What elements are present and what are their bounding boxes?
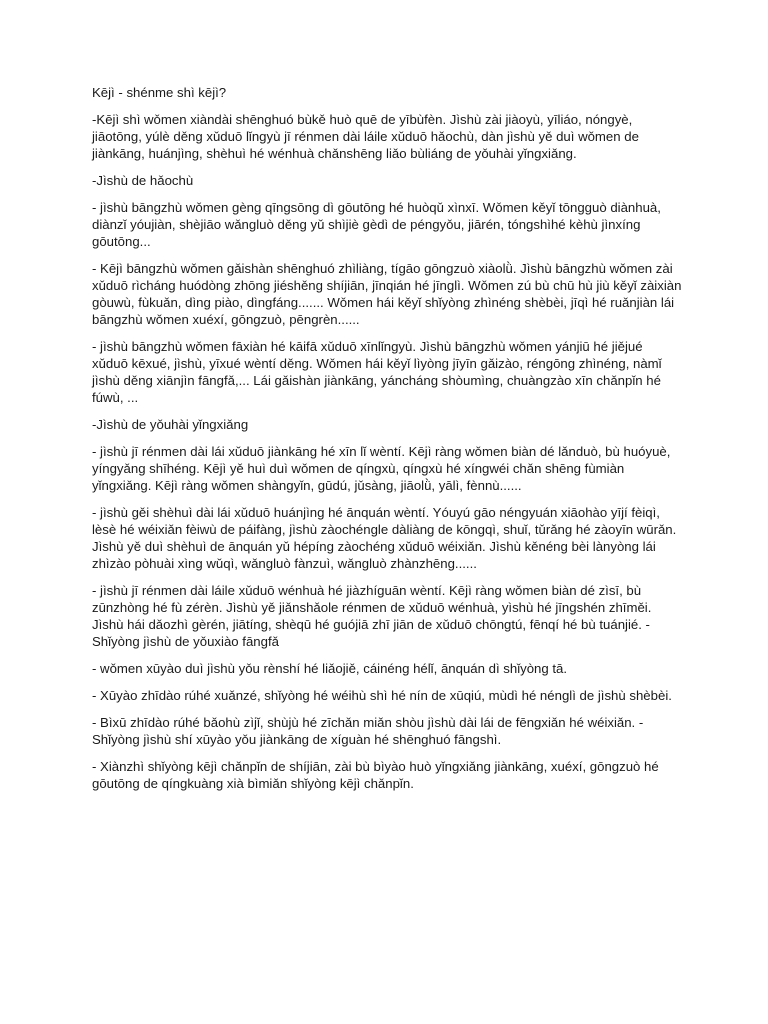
paragraph-intro: -Kējì shì wǒmen xiàndài shēnghuó bùkě huò quē de yībùfèn. Jìshù zài jiàoyù, yīliáo, nóngyè, jiāotōng, yúlè děng xǔduō lǐngyù jī rénmen dài láile xǔduō hǎochù, dàn jìshù yě duì wǒmen de jiànkāng, huánjìng, shèhuì hé wénhuà chǎnshēng liǎo bùliáng de yǒuhài yǐngxiǎng.: [92, 112, 639, 161]
paragraph-usage-limit: - Xiànzhì shǐyòng kējì chǎnpǐn de shíjiān, zài bù bìyào huò yǐngxiǎng jiànkāng, xuéxí, gōngzuò hé gōutōng de qíngkuàng xià bìmiǎn shǐyòng kējì chǎnpǐn.: [92, 759, 659, 791]
section-heading-benefits: -Jìshù de hǎochù: [92, 173, 194, 188]
paragraph-benefit-quality-of-life: - Kējì bāngzhù wǒmen gǎishàn shēnghuó zhìliàng, tígāo gōngzuò xiàolǜ. Jìshù bāngzhù wǒmen zài xǔduō rìcháng huódòng zhōng jiéshěng shíjiān, jīnqián hé jīnglì. Wǒmen zú bù chū hù jiù kěyǐ zàixiàn gòuwù, fùkuǎn, dìng piào, dìngfáng....... Wǒmen hái kěyǐ shǐyòng zhìnéng shèbèi, jīqì hé ruǎnjiàn lái bāngzhù wǒmen xuéxí, gōngzuò, pēngrèn......: [92, 261, 682, 327]
section-heading-harms: -Jìshù de yǒuhài yǐngxiǎng: [92, 417, 249, 432]
paragraph-harm-culture: - jìshù jī rénmen dài láile xǔduō wénhuà hé jiàzhíguān wèntí. Kējì ràng wǒmen biàn dé zìsī, bù zūnzhòng hé fù zérèn. Jìshù yě jiǎnshǎole rénmen de xǔduō wénhuà, yìshù hé jīngshén zhīměi. Jìshù hái dǎozhì gèrén, jiātíng, shèqū hé guójiā zhī jiān de xǔduō chōngtú, fēnqí hé bù tuánjié. -Shǐyòng jìshù de yǒuxiào fāngfǎ: [92, 583, 652, 649]
paragraph-harm-health: - jìshù jī rénmen dài lái xǔduō jiànkāng hé xīn lǐ wèntí. Kējì ràng wǒmen biàn dé lǎnduò, bù huóyuè, yíngyǎng shīhéng. Kējì yě huì duì wǒmen de qíngxù, qíngxù hé xíngwéi chǎn shēng fùmiàn yǐngxiǎng. Kējì ràng wǒmen shàngyǐn, gūdú, jǔsàng, jiāolǜ, yālì, fènnù......: [92, 444, 671, 493]
paragraph-usage-understanding: - wǒmen xūyào duì jìshù yǒu rènshí hé liǎojiě, cáinéng hélǐ, ānquán dì shǐyòng tā.: [92, 661, 568, 676]
paragraph-benefit-communication: - jìshù bāngzhù wǒmen gèng qīngsōng dì gōutōng hé huòqǔ xìnxī. Wǒmen kěyǐ tōngguò diànhuà, diànzǐ yóujiàn, shèjiāo wǎngluò děng yǔ shìjiè gèdì de péngyǒu, jiārén, tóngshìhé kèhù jìnxíng gōutōng...: [92, 200, 661, 249]
paragraph-benefit-discovery: - jìshù bāngzhù wǒmen fāxiàn hé kāifā xǔduō xīnlǐngyù. Jìshù bāngzhù wǒmen yánjiū hé jiějué xǔduō kēxué, jìshù, yīxué wèntí děng. Wǒmen hái kěyǐ lìyòng jīyīn gǎizào, réngōng zhìnéng, nàmǐ jìshù děng xiānjìn fāngfǎ,... Lái gǎishàn jiànkāng, yáncháng shòumìng, chuàngzào xīn chǎnpǐn hé fúwù, ...: [92, 339, 662, 405]
paragraph-harm-environment: - jìshù gěi shèhuì dài lái xǔduō huánjìng hé ānquán wèntí. Yóuyú gāo néngyuán xiāohào yījí fèiqì, lèsè hé wéixiǎn fèiwù de páifàng, jìshù zàochéngle dàliàng de kōngqì, shuǐ, tǔrǎng hé zàoyīn wūrǎn. Jìshù yě duì shèhuì de ānquán yǔ hépíng zàochéng xǔduō wéixiǎn. Jìshù kěnéng bèi lànyòng lái zhìzào pòhuài xìng wǔqì, wǎngluò fànzuì, wǎngluò zhànzhēng......: [92, 505, 677, 571]
document-title: Kējì - shénme shì kējì?: [92, 85, 227, 100]
paragraph-usage-choose: - Xūyào zhīdào rúhé xuǎnzé, shǐyòng hé wéihù shì hé nín de xūqiú, mùdì hé nénglì de jìshù shèbèi.: [92, 688, 672, 703]
paragraph-usage-protect: - Bìxū zhīdào rúhé bǎohù zìjǐ, shùjù hé zīchǎn miǎn shòu jìshù dài lái de fēngxiǎn hé wéixiǎn. - Shǐyòng jìshù shí xūyào yǒu jiànkāng de xíguàn hé shēnghuó fāngshì.: [92, 715, 644, 747]
document-page: [92, 84, 682, 802]
